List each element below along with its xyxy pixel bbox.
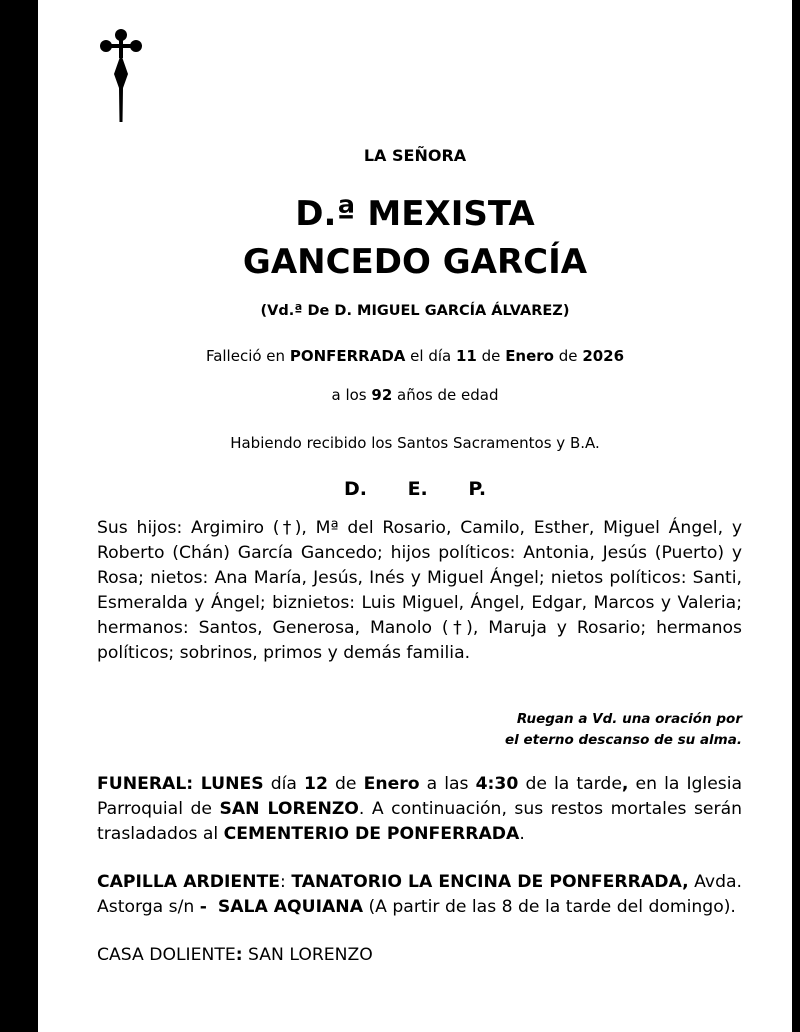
chapel-info xyxy=(97,870,742,920)
funeral-month: Enero xyxy=(363,774,420,794)
chapel-dash: - xyxy=(199,897,207,917)
family-list: Sus hijos: Argimiro (†), Mª del Rosario, Camilo, Esther, Miguel Ángel, y Roberto (Chán) García Gancedo; hijos políticos: Antonia, Jesús (Puerto) y Rosa; nietos: Ana María, Jesús, Inés y Miguel Ángel; nietos políticos: Santi, Esmeralda y Ángel; biznietos: Luis Miguel, Ángel, Edgar, Marcos y Valeria; hermanos: Santos, Generosa, Manolo (†), Maruja y Rosario; hermanos políticos; sobrinos, primos y demás familia. xyxy=(97,518,742,663)
name-line-1: D.ª MEXISTA xyxy=(295,194,535,234)
sacraments: Habiendo recibido los Santos Sacramentos y B.A. xyxy=(230,434,600,452)
age-info xyxy=(38,386,792,404)
right-border xyxy=(792,0,800,1032)
dep-letter: P. xyxy=(468,478,487,500)
mourning-house xyxy=(97,943,742,968)
death-of-2: de xyxy=(558,347,578,365)
chapel-place: TANATORIO LA ENCINA DE PONFERRADA, xyxy=(291,872,689,892)
funeral-text: en la Iglesia Parroquial de xyxy=(97,774,743,819)
funeral-text: . xyxy=(519,824,525,844)
house-value: SAN LORENZO xyxy=(248,945,373,965)
dep-letter: D. xyxy=(343,478,367,500)
chapel-colon: : xyxy=(279,872,286,892)
funeral-text: . A continuación, sus restos mortales serán trasladados al xyxy=(97,799,742,844)
funeral-text: de xyxy=(335,774,357,794)
chapel-address: Avda. Astorga s/n xyxy=(97,872,742,917)
age-prefix: a los xyxy=(331,386,367,404)
funeral-day: 12 xyxy=(304,774,328,794)
age-years: 92 xyxy=(371,386,393,404)
name-line-2: GANCEDO GARCÍA xyxy=(242,242,588,282)
prayer-line-2: el eterno descanso de su alma. xyxy=(505,732,742,748)
funeral-label: FUNERAL: LUNES xyxy=(97,774,264,794)
widow-of: (Vd.ª De D. MIGUEL GARCÍA ÁLVAREZ) xyxy=(260,303,570,319)
chapel-label: CAPILLA ARDIENTE xyxy=(97,872,280,892)
age-suffix: años de edad xyxy=(397,386,499,404)
chapel-note: (A partir de las 8 de la tarde del domingo). xyxy=(368,897,736,917)
chapel-room: SALA AQUIANA xyxy=(217,897,363,917)
death-year: 2026 xyxy=(582,347,625,365)
funeral-cemetery: CEMENTERIO DE PONFERRADA xyxy=(223,824,520,844)
dep-letter: E. xyxy=(407,478,428,500)
death-day-text: el día xyxy=(410,347,452,365)
house-label: CASA DOLIENTE xyxy=(97,945,236,965)
deceased-name xyxy=(38,190,792,286)
death-day: 11 xyxy=(456,347,477,365)
left-border xyxy=(0,0,38,1032)
funeral-text: de la tarde xyxy=(525,774,622,794)
death-place: PONFERRADA xyxy=(289,347,406,365)
house-colon: : xyxy=(235,945,243,965)
death-info xyxy=(38,347,792,365)
prayer-line-1: Ruegan a Vd. una oración por xyxy=(516,711,742,727)
death-prefix: Falleció en xyxy=(205,347,286,365)
prayer-request xyxy=(400,709,742,751)
funeral-text: día xyxy=(270,774,297,794)
heading: LA SEÑORA xyxy=(363,146,467,165)
funeral-text: a las xyxy=(426,774,469,794)
funeral-info xyxy=(97,772,742,847)
cross-icon xyxy=(98,26,144,122)
death-month: Enero xyxy=(505,347,554,365)
funeral-church: SAN LORENZO xyxy=(219,799,359,819)
funeral-time: 4:30 xyxy=(475,774,519,794)
dep xyxy=(38,478,792,500)
funeral-comma: , xyxy=(621,774,629,794)
death-of-1: de xyxy=(481,347,501,365)
